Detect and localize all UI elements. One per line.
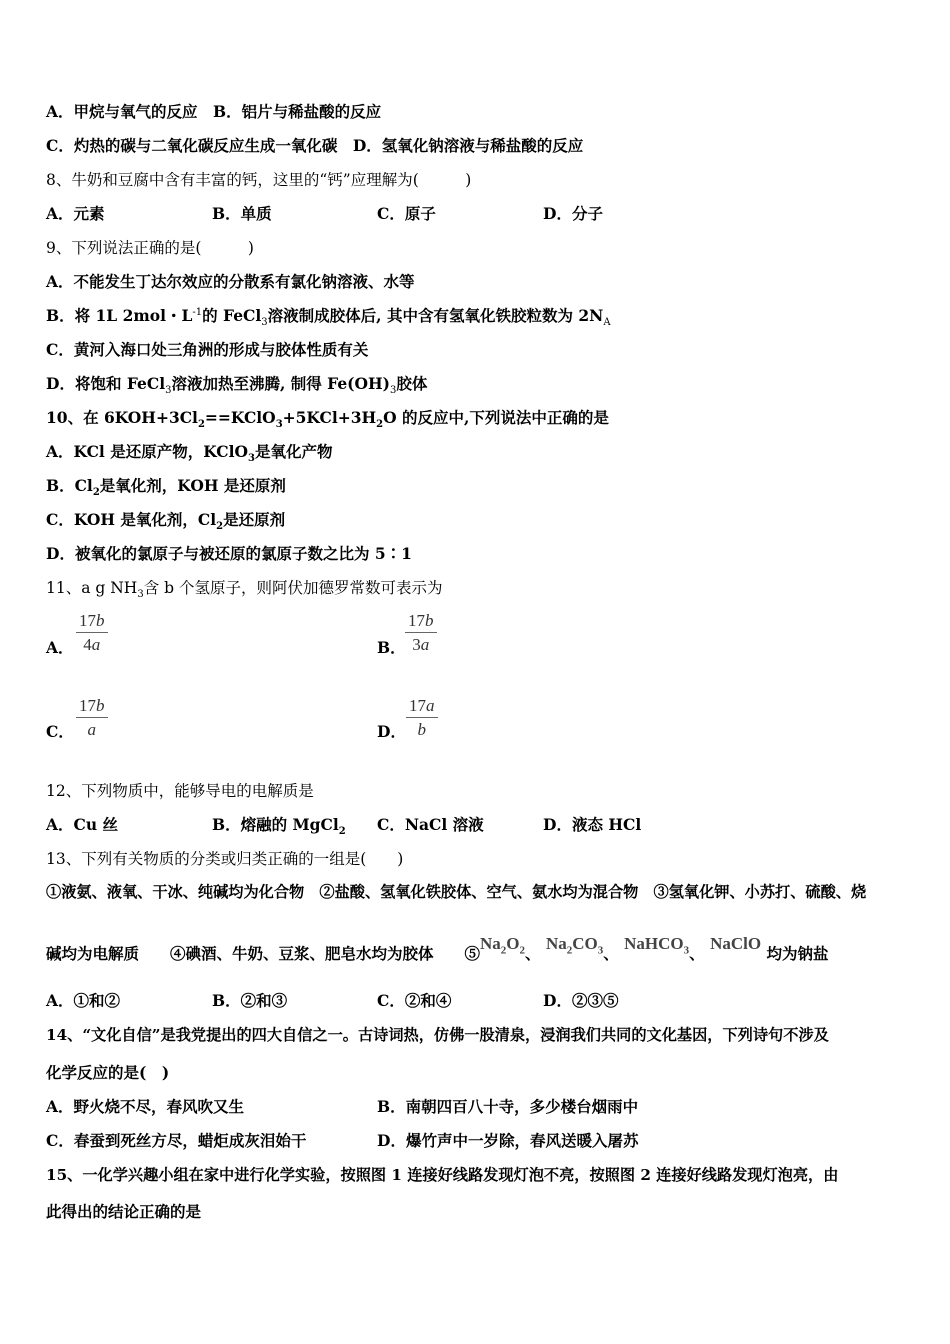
q14-stem-line-2: 化学反应的是( ) (46, 1063, 170, 1082)
q13-option-a: A．①和② (46, 991, 121, 1010)
q13-option-b: B．②和③ (212, 991, 288, 1010)
q15-stem-line-2: 此得出的结论正确的是 (46, 1202, 202, 1221)
q11-option-c-fraction: $\frac{17b}{a}$ (76, 695, 108, 742)
q9-option-d: D．将饱和 FeCl$_3$溶液加热至沸腾, 制得 $Fe(OH)_3$胶体 (46, 374, 428, 397)
formula-naclo: NaClO (710, 934, 762, 953)
q7-options-row-1 (46, 102, 381, 122)
q14-option-b: B．南朝四百八十寺，多少楼台烟雨中 (377, 1097, 639, 1116)
q8-option-c: C．原子 (377, 204, 436, 223)
q11-option-b-label: B． (377, 638, 406, 657)
q7-option-a: A．甲烷与氧气的反应 (46, 102, 198, 121)
formula-nahco3: NaHCO$_3$ (624, 934, 690, 957)
q10-option-d: D．被氧化的氯原子与被还原的氯原子数之比为 5∶1 (46, 544, 412, 563)
q15-stem-line-1: 15、一化学兴趣小组在家中进行化学实验，按照图 1 连接好线路发现灯泡不亮，按照图 2 连接好线路发现灯泡亮，由 (46, 1166, 839, 1184)
q8-option-b: B．单质 (212, 204, 272, 223)
q10-option-c: C．KOH 是氧化剂，$Cl_2$是还原剂 (46, 510, 286, 533)
q9-stem: 9、下列说法正确的是( ) (46, 239, 254, 257)
q9-option-b: B．将 1L 2mol・$L^{-1}$的 FeCl$_3$溶液制成胶体后, 其中含有氢氧化铁胶粒数为 $2N_A$ (46, 306, 611, 329)
q11-option-c-label: C． (46, 722, 74, 741)
q13-statements-line-1: ①液氨、液氧、干冰、纯碱均为化合物 ②盐酸、氢氧化铁胶体、空气、氨水均为混合物 ③氢氧化钾、小苏打、硫酸、烧 (46, 883, 867, 901)
q11-option-d-label: D． (377, 722, 406, 741)
q8-option-d: D．分子 (543, 204, 603, 223)
q14-option-a: A．野火烧不尽，春风吹又生 (46, 1097, 245, 1116)
q12-option-a: A．Cu 丝 (46, 815, 119, 834)
q8-option-a: A．元素 (46, 204, 105, 223)
q13-option-d: D．②③⑤ (543, 991, 619, 1010)
q12-option-d: D．液态 HCl (543, 815, 642, 834)
q12-stem: 12、下列物质中，能够导电的电解质是 (46, 782, 314, 800)
q7-option-b: B．铝片与稀盐酸的反应 (213, 102, 382, 121)
q14-option-d: D．爆竹声中一岁除，春风送暖入屠苏 (377, 1131, 639, 1150)
q11-option-b-fraction: $\frac{17b}{3a}$ (405, 610, 437, 657)
q13-stem: 13、下列有关物质的分类或归类正确的一组是( ) (46, 850, 404, 868)
q10-stem: 10、在 $6KOH+3Cl_2==KClO_3+5KCl+3H_2O$ 的反应中,下列说法中正确的是 (46, 408, 609, 431)
q14-option-c: C．春蚕到死丝方尽，蜡炬成灰泪始干 (46, 1131, 307, 1150)
q9-option-c: C．黄河入海口处三角洲的形成与胶体性质有关 (46, 340, 369, 359)
q7-option-d: D．氢氧化钠溶液与稀盐酸的反应 (352, 136, 584, 155)
q12-option-b: B．熔融的 MgCl$_2$ (212, 815, 346, 838)
q11-option-a-fraction: $\frac{17b}{4a}$ (76, 610, 108, 657)
formula-na2co3: $Na_2CO_3$ (545, 934, 604, 957)
q9-option-a: A．不能发生丁达尔效应的分散系有氯化钠溶液、水等 (46, 272, 415, 291)
formula-na2o2: $Na_2O_2$ (480, 934, 526, 957)
q8-stem: 8、牛奶和豆腐中含有丰富的钙，这里的“钙”应理解为( ) (46, 171, 472, 189)
q14-stem-line-1: 14、“文化自信”是我党提出的四大自信之一。古诗词热，仿佛一股清泉，浸润我们共同的文化基因，下列诗句不涉及 (46, 1026, 829, 1044)
q10-option-b: B．$Cl_2$是氧化剂，KOH 是还原剂 (46, 476, 286, 499)
q13-statements-line-2: 碱均为电解质 ④碘酒、牛奶、豆浆、肥皂水均为胶体 $⑤Na_2O_2$、 $Na_2CO_3$、 NaHCO$_3$、 NaClO 均为钠盐 (46, 934, 829, 963)
q10-option-a: A．KCl 是还原产物，KClO$_3$是氧化产物 (46, 442, 333, 465)
q11-stem: 11、a g $NH_3$含 b 个氢原子，则阿伏加德罗常数可表示为 (46, 579, 443, 601)
q12-option-c: C．NaCl 溶液 (377, 815, 484, 834)
q11-option-d-fraction: $\frac{17a}{b}$ (406, 695, 438, 742)
q13-option-c: C．②和④ (377, 991, 452, 1010)
q11-option-a-label: A． (46, 638, 74, 657)
q7-option-c: C．灼热的碳与二氧化碳反应生成一氧化碳 (46, 136, 338, 155)
q7-options-row-2 (46, 136, 583, 156)
